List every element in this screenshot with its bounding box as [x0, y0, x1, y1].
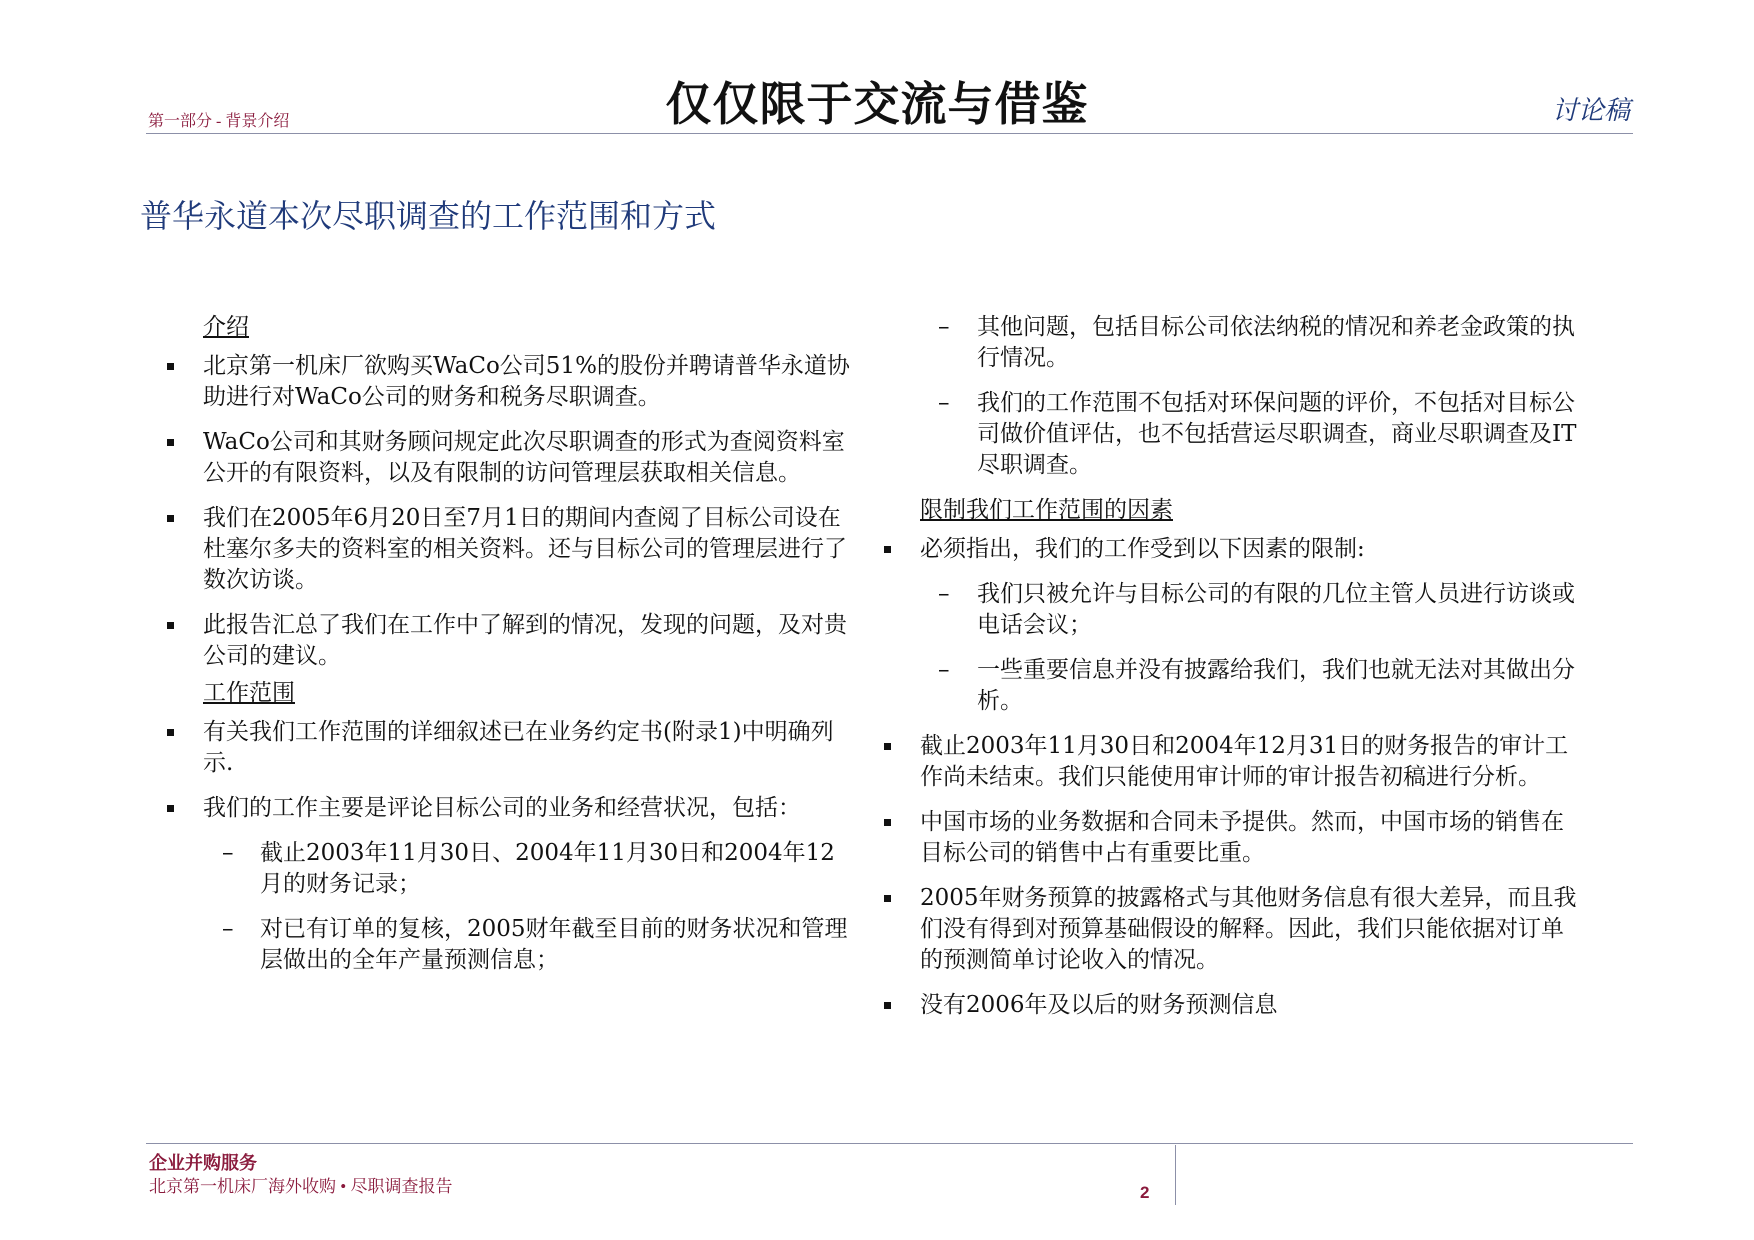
limits-dash-text: 我们只被允许与目标公司的有限的几位主管人员进行访谈或电话会议； [977, 581, 1575, 638]
dash-marker: – [222, 840, 234, 866]
intro-bullet: 此报告汇总了我们在工作中了解到的情况，发现的问题，及对贵公司的建议。 [160, 610, 850, 672]
scope-dash-item [160, 838, 850, 900]
scope-heading: 工作范围 [203, 680, 295, 706]
intro-bullet: 我们在2005年6月20日至7月1日的期间内查阅了目标公司设在杜塞尔多夫的资料室的相关资料。还与目标公司的管理层进行了数次访谈。 [160, 503, 850, 596]
intro-bullet: 北京第一机床厂欲购买WaCo公司51%的股份并聘请普华永道协助进行对WaCo公司的财务和税务尽职调查。 [160, 351, 850, 413]
page-number: 2 [1140, 1183, 1150, 1202]
page-title: 普华永道本次尽职调查的工作范围和方式 [140, 198, 717, 234]
dash-marker: – [938, 581, 950, 607]
draft-label: 讨论稿 [1551, 96, 1630, 125]
scope-dash-item [160, 914, 850, 976]
left-column [160, 312, 850, 990]
intro-bullet: WaCo公司和其财务顾问规定此次尽职调查的形式为查阅资料室公开的有限资料，以及有限制的访问管理层获取相关信息。 [160, 427, 850, 489]
scope-bullet: 我们的工作主要是评论目标公司的业务和经营状况，包括： [160, 793, 850, 824]
limits-bullet: 必须指出，我们的工作受到以下因素的限制: [877, 534, 1585, 565]
footer-vertical-divider [1175, 1145, 1176, 1205]
limits-dash-item [920, 579, 1585, 641]
limits-dash-text: 一些重要信息并没有披露给我们，我们也就无法对其做出分析。 [977, 657, 1575, 714]
scope-dash-text: 对已有订单的复核，2005财年截至目前的财务状况和管理层做出的全年产量预测信息； [260, 916, 848, 973]
limits-bullet: 没有2006年及以后的财务预测信息 [877, 990, 1585, 1021]
footer-report-line: 北京第一机床厂海外收购 • 尽职调查报告 [149, 1177, 453, 1196]
limits-dash-item [920, 655, 1585, 717]
header-divider [146, 133, 1633, 134]
limits-bullet: 中国市场的业务数据和合同未予提供。然而，中国市场的销售在目标公司的销售中占有重要比重。 [877, 807, 1585, 869]
intro-heading: 介绍 [203, 314, 249, 340]
scope-dash-item [920, 312, 1585, 374]
dash-marker: – [938, 314, 950, 340]
watermark-heading: 仅仅限于交流与借鉴 [665, 77, 1089, 131]
footer-divider [146, 1143, 1633, 1144]
footer-service-line: 企业并购服务 [149, 1153, 257, 1173]
limits-heading: 限制我们工作范围的因素 [920, 497, 1173, 523]
scope-dash-item [920, 388, 1585, 481]
scope-bullet: 有关我们工作范围的详细叙述已在业务约定书(附录1)中明确列示. [160, 717, 850, 779]
right-column [920, 312, 1585, 1035]
limits-bullet: 2005年财务预算的披露格式与其他财务信息有很大差异，而且我们没有得到对预算基础假设的解释。因此，我们只能依据对订单的预测简单讨论收入的情况。 [877, 883, 1585, 976]
limits-bullet: 截止2003年11月30日和2004年12月31日的财务报告的审计工作尚未结束。我们只能使用审计师的审计报告初稿进行分析。 [877, 731, 1585, 793]
dash-marker: – [938, 657, 950, 683]
scope-dash-text: 其他问题，包括目标公司依法纳税的情况和养老金政策的执行情况。 [977, 314, 1575, 371]
section-label: 第一部分 - 背景介绍 [148, 113, 290, 130]
scope-dash-text: 我们的工作范围不包括对环保问题的评价，不包括对目标公司做价值评估，也不包括营运尽职调查，商业尽职调查及IT尽职调查。 [977, 390, 1577, 478]
scope-dash-text: 截止2003年11月30日、2004年11月30日和2004年12月的财务记录； [260, 840, 835, 897]
dash-marker: – [222, 916, 234, 942]
dash-marker: – [938, 390, 950, 416]
